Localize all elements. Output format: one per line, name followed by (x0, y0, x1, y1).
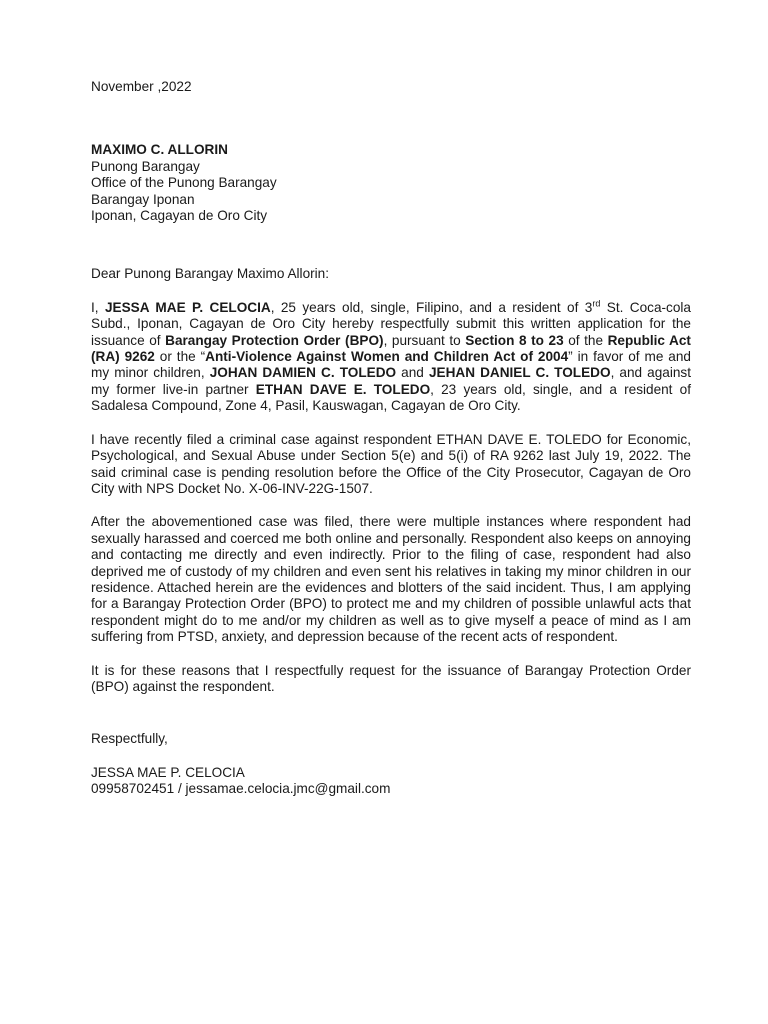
signatory-contact: 09958702451 / jessamae.celocia.jmc@gmail.com (91, 781, 391, 797)
text-run: I, (91, 299, 105, 315)
recipient-title: Punong Barangay (91, 158, 200, 174)
text-run: or the “ (154, 349, 206, 365)
closing-block (91, 731, 691, 797)
text-run: ” in favor of me and my minor children, (91, 349, 691, 381)
republic-act-ref: Republic Act (RA) 9262 (91, 332, 691, 365)
text-run: St. Coca-cola Subd., Iponan, Cagayan de Oro City hereby respectfully submit this written application for the issuance of (91, 299, 691, 348)
closing-phrase: Respectfully, (91, 731, 168, 747)
recipient-office: Office of the Punong Barangay (91, 175, 277, 191)
text-run: , pursuant to (383, 332, 466, 348)
act-title: Anti-Violence Against Women and Children Act of 2004 (205, 349, 569, 365)
ordinal-suffix: rd (592, 298, 601, 309)
child-name-1: JOHAN DAMIEN C. TOLEDO (209, 365, 397, 381)
paragraph-criminal-case: I have recently filed a criminal case against respondent ETHAN DAVE E. TOLEDO for Economic, Psychological, and Sexual Abuse under Section 5(e) and 5(i) of RA 9262 last July 19, 2022. The said criminal case is pending resolution before the Office of the City Prosecutor, Cagayan de Oro City with NPS Docket No. X-06-INV-22G-1507. (91, 431, 691, 496)
letter-page (91, 79, 691, 798)
recipient-block (91, 142, 691, 224)
salutation: Dear Punong Barangay Maximo Allorin: (91, 266, 330, 282)
text-run: and (396, 365, 429, 381)
letter-date: November ,2022 (91, 79, 192, 94)
text-run: , 25 years old, single, Filipino, and a resident of 3 (270, 299, 593, 315)
text-run: of the (563, 332, 608, 348)
signatory-name: JESSA MAE P. CELOCIA (91, 764, 245, 780)
child-name-2: JEHAN DANIEL C. TOLEDO (428, 365, 611, 381)
recipient-barangay: Barangay Iponan (91, 191, 195, 207)
text-run: , 23 years old, single, and a resident of Sadalesa Compound, Zone 4, Pasil, Kauswagan, Cagayan de Oro City. (91, 381, 691, 414)
paragraph-request: It is for these reasons that I respectfully request for the issuance of Barangay Protection Order (BPO) against the respondent. (91, 662, 691, 694)
applicant-name: JESSA MAE P. CELOCIA (104, 299, 271, 315)
section-ref: Section 8 to 23 (465, 332, 564, 348)
paragraph-incidents: After the abovementioned case was filed, there were multiple instances where respondent had sexually harassed and coerced me both online and personally. Respondent also keeps on annoying and contacting me directly and even indirectly. Prior to the filing of case, respondent had also deprived me of custody of my children and even sent his relatives in taking my minor children in our residence. Attached herein are the evidences and blotters of the said incident. Thus, I am applying for a Barangay Protection Order (BPO) to protect me and my children of possible unlawful acts that respondent might do to me and/or my children as well as to give myself a peace of mind as I am suffering from PTSD, anxiety, and depression because of the recent acts of respondent. (91, 514, 691, 645)
recipient-city: Iponan, Cagayan de Oro City (91, 208, 268, 224)
paragraph-intro (91, 300, 691, 415)
text-run: , and against my former live-in partner (91, 365, 691, 397)
bpo-term: Barangay Protection Order (BPO) (165, 332, 384, 348)
respondent-name: ETHAN DAVE E. TOLEDO (255, 381, 431, 397)
recipient-name: MAXIMO C. ALLORIN (91, 142, 228, 158)
